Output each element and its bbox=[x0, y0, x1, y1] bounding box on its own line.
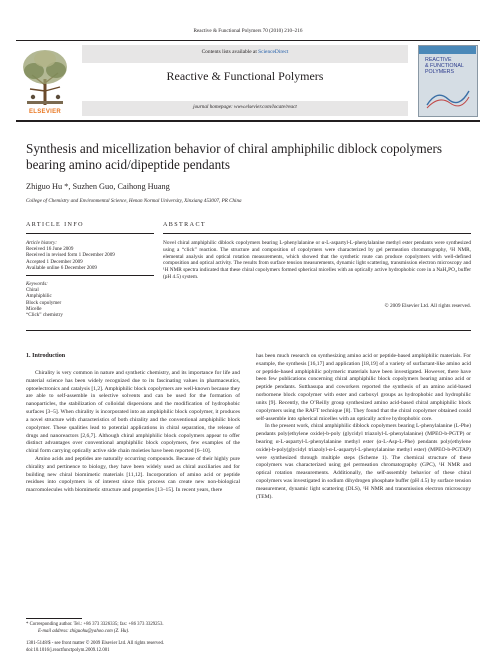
article-info-heading: ARTICLE INFO bbox=[26, 222, 84, 228]
abstract-copyright: © 2009 Elsevier Ltd. All rights reserved. bbox=[384, 303, 471, 309]
keyword: Block copolymer bbox=[26, 299, 62, 306]
footnote-email[interactable]: E-mail address: zhiguohu@yahoo.com (Z. Hu). bbox=[38, 629, 130, 634]
keyword: Chiral bbox=[26, 287, 39, 294]
cover-title-line: POLYMERS bbox=[425, 69, 455, 75]
body-paragraph: Chirality is very common in nature and synthetic chemistry, and its importance for life and material science has been widely recognized due to its fascinating values in pharmaceutics, optoelectronics and catalysis [1,2]. Amphiphilic block copolymers are well-known because they are able to self-assemble in selective solvents and can be used for the formation of nanoparticles, the stabilization of colloidal dispersions and the modification of hydrophobic surfaces [3–5]. When chirality is incorporated into an amphiphilic block copolymer, it produces a novel structure with characteristics of both chirality and the conventional amphiphilic block copolymer. These qualities lead to potential applications in chiral separation, the release of drugs and nanoreactors [2,6,7]. Although chiral amphiphilic block copolymers appear to offer distinct advantages over conventional amphiphilic block copolymers, few examples of the chiral form carrying optically active side chain moieties have been reported [6–10]. bbox=[26, 370, 240, 455]
footnote-corresponding: * Corresponding author. Tel.: +86 373 3326335; fax: +86 373 3329253. bbox=[26, 622, 164, 627]
keyword: “Click” chemistry bbox=[26, 312, 63, 319]
article-info-rule bbox=[26, 233, 154, 234]
history-entry: Accepted 1 December 2009 bbox=[26, 258, 83, 265]
elsevier-wordmark: ELSEVIER bbox=[28, 109, 62, 115]
contents-availability bbox=[82, 49, 408, 55]
article-title: Synthesis and micellization behavior of chiral amphiphilic diblock copolymers bearing amino acid/dipeptide pendants bbox=[26, 141, 443, 172]
contents-prefix: Contents lists available at bbox=[201, 49, 259, 55]
keywords-label: Keywords: bbox=[26, 281, 48, 287]
article-authors: Zhiguo Hu *, Suzhen Guo, Caihong Huang bbox=[26, 182, 170, 191]
keywords-rule bbox=[26, 275, 154, 276]
cover-top-strip bbox=[419, 46, 476, 54]
body-paragraph: has been much research on synthesizing amino acid or peptide-based amphiphilic materials. For example, the synthesis [16,17] and application [18,19] of a variety of surfactant-like amino acid or peptide-based amphiphilic polymeric materials have been investigated. However, there have been few publications concerning chiral amphiphilic block copolymers bearing amino acid or peptide pendants. Sutthasupa and coworkers reported the synthesis of an amino acid-based norbornene block copolymer with ester and carboxyl groups as hydrophobic and hydrophilic units [9]. Recently, the O’Reilly group synthesized amino acid-based chiral amphiphilic block copolymers using the RAFT technique [8]. They found that the chiral copolymer obtained could self-assemble into spherical micelles with an optically active hydrophobic core. bbox=[256, 353, 471, 422]
masthead-top-rule bbox=[16, 40, 480, 41]
footer-doi[interactable]: doi:10.1016/j.reactfunctpolym.2009.12.001 bbox=[26, 648, 110, 653]
cover-graphic bbox=[425, 85, 471, 109]
author-affiliation: College of Chemistry and Environmental Science, Henan Normal University, Xinxiang 453007, PR China bbox=[26, 198, 242, 204]
history-entry: Available online 6 December 2009 bbox=[26, 264, 97, 271]
body-column-right bbox=[256, 353, 471, 501]
journal-title: Reactive & Functional Polymers bbox=[166, 69, 324, 83]
history-entry: Received in revised form 1 December 2009 bbox=[26, 252, 115, 259]
cover-title-line: & FUNCTIONAL bbox=[425, 63, 464, 69]
journal-homepage[interactable]: journal homepage: www.elsevier.com/locate/react bbox=[193, 104, 297, 110]
sciencedirect-link[interactable]: ScienceDirect bbox=[258, 49, 289, 55]
history-entry: Received 16 June 2009 bbox=[26, 246, 74, 253]
abstract-text: Novel chiral amphiphilic diblock copolymers bearing L-phenylalanine or α-L-aspartyl-L-phenylalanine methyl ester pendants were synthesized using a “click” reaction. The structure and composition of copolymers were characterized by gel permeation chromatography, ¹H NMR, elemental analysis and optical rotation measurements, which showed that the synthetic route can produce copolymers with well-defined composition and optical activity. The results from surface tension measurements, dynamic light scattering, transmission electron microscopy and ¹H NMR spectra indicated that these chiral copolymers formed spherical micelles with an optically active hydrophobic core in a NaH₂PO₄ buffer (pH 4.5) system. bbox=[163, 240, 471, 280]
elsevier-tree-logo bbox=[18, 45, 72, 109]
abstract-bottom-rule bbox=[26, 330, 471, 331]
article-history bbox=[26, 240, 154, 271]
history-label: Article history: bbox=[26, 240, 57, 246]
body-paragraph: Amino acids and peptides are naturally occurring compounds. Because of their highly pure chirality and pertinence to biology, they have been widely used as chiral auxiliaries and for building new chiral biomimetic materials [11,12]. Incorporation of amino acid or peptide residues into copolymers is of interest since this process can create new non-biological macromolecules with biomimetic structure and properties [13–15]. In recent years, there bbox=[26, 455, 240, 494]
body-paragraph: In the present work, chiral amphiphilic diblock copolymers bearing L-phenylalanine (L-Phe) pendants poly(ethylene oxide)-b-poly (glycidyl triazolyl-L-phenylalanine) (MPEO-b-PGTP) or bearing α-L-aspartyl-L-phenylalanine methyl ester (α-L-Asp-L-Phe) pendants poly(ethylene oxide)-b-poly(glycidyl triazolyl-α-L-aspartyl-L-phenylalanine methyl ester) (MPEO-b-PGTAP) were synthesized through multiple steps (Scheme 1). The chemical structure of these copolymers was characterized using gel permeation chromatography (GPC), ¹H NMR and optical rotation measurements. Additionally, the self-assembly behavior of these chiral copolymers was investigated in sodium dihydrogen phosphate buffer (pH 4.5) by surface tension measurement, dynamic light scattering (DLS), ¹H NMR and transmission electron microscopy (TEM). bbox=[256, 423, 471, 500]
footer-issn: 1381-5148/$ - see front matter © 2009 Elsevier Ltd. All rights reserved. bbox=[26, 641, 165, 646]
masthead-bottom-rule bbox=[16, 120, 480, 122]
cover-title-line: REACTIVE bbox=[425, 57, 452, 63]
abstract-rule bbox=[163, 233, 471, 234]
body-column-left bbox=[26, 370, 240, 495]
abstract-heading: ABSTRACT bbox=[163, 222, 207, 228]
keyword: Amphiphilic bbox=[26, 293, 52, 300]
cover-title bbox=[425, 57, 473, 75]
keyword: Micelle bbox=[26, 305, 42, 312]
running-header: Reactive & Functional Polymers 70 (2010) 210–216 bbox=[193, 28, 303, 34]
footnote-rule bbox=[26, 618, 82, 619]
introduction-heading: 1. Introduction bbox=[26, 353, 66, 359]
keywords bbox=[26, 281, 154, 318]
